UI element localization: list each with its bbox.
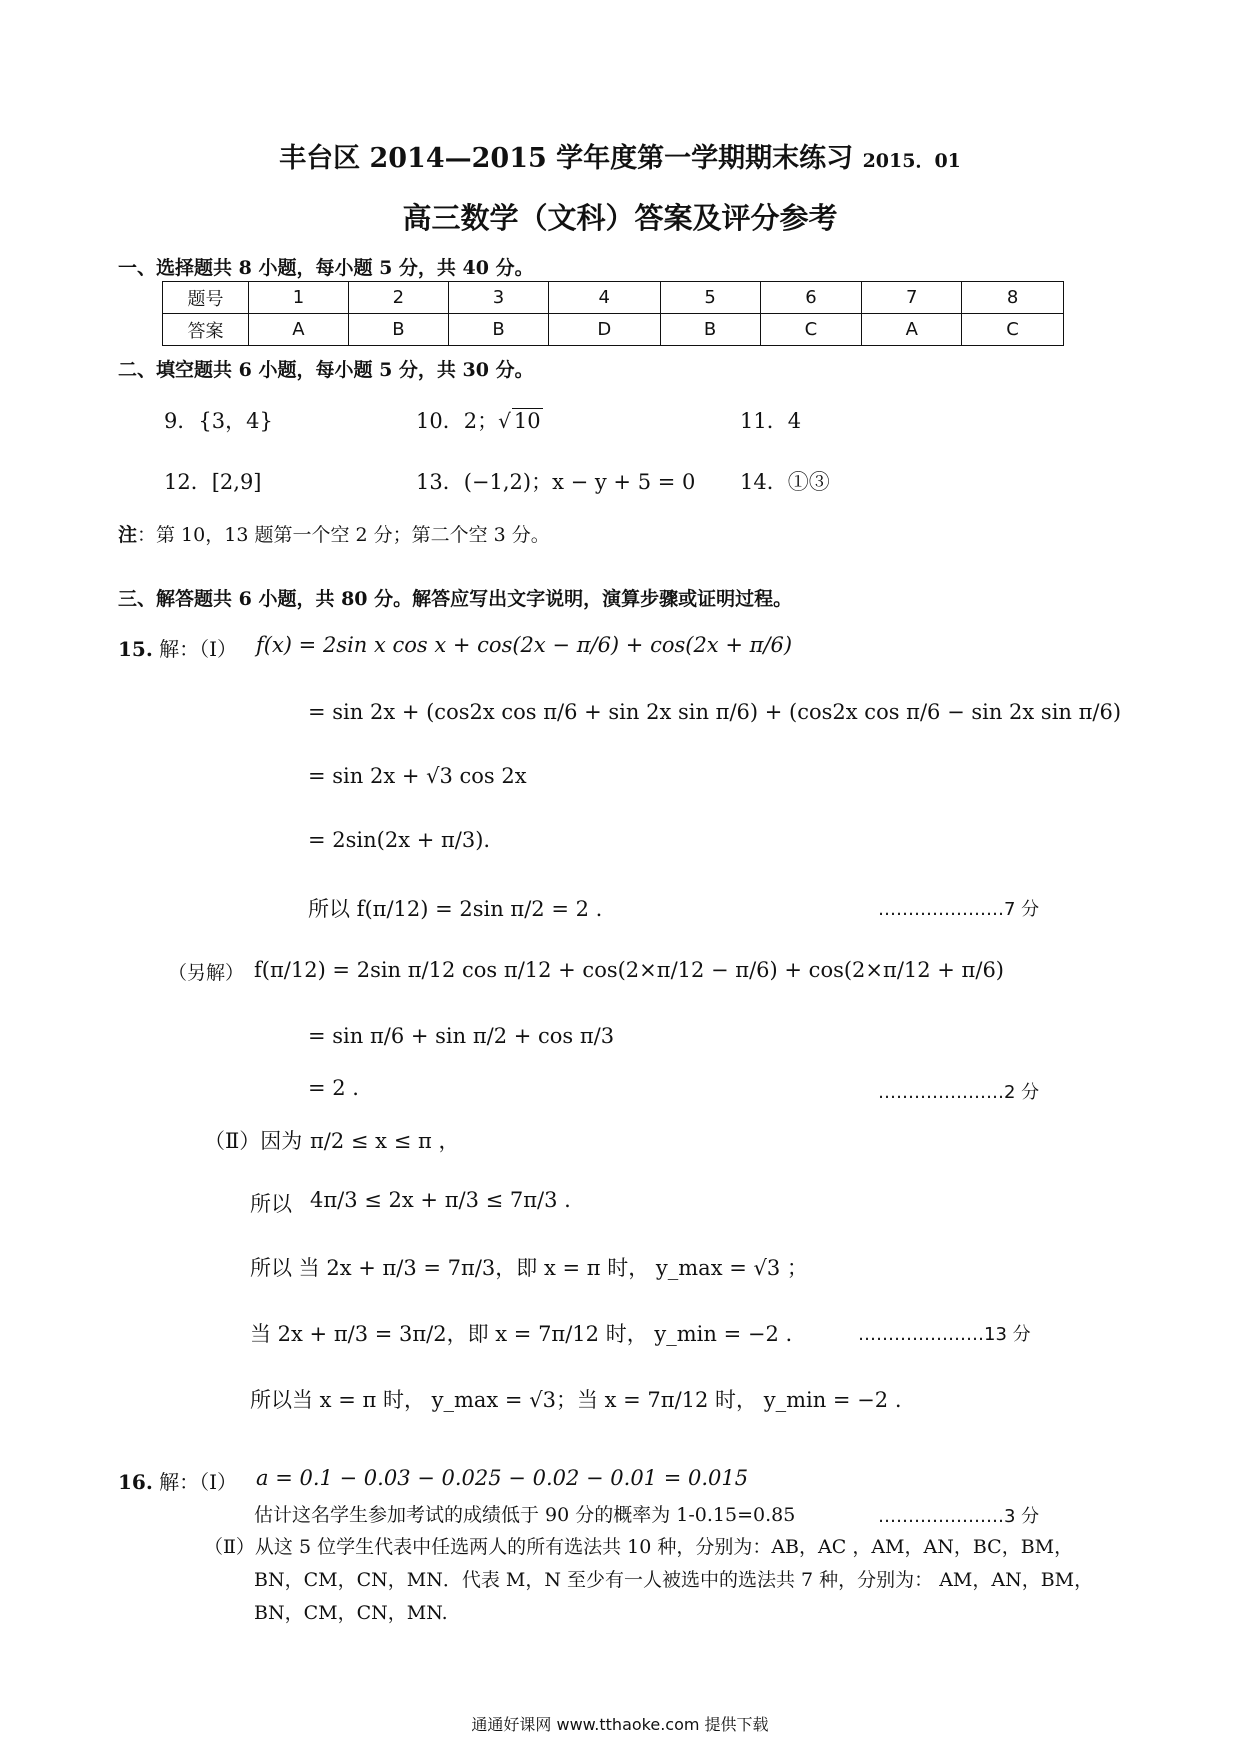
table-cell: A [862,314,962,346]
page-subtitle: 高三数学（文科）答案及评分参考 [402,201,838,235]
table-cell: 2 [348,282,448,314]
q16-line4: BN，CM，CN，MN．代表 M，N 至少有一人被选中的选法共 7 种，分别为： AM，AN，BM， [254,1569,1094,1591]
title-main: 丰台区 2014—2015 学年度第一学期期末练习 [279,143,854,174]
part2-line1: π/2 ≤ x ≤ π ， [310,1129,460,1153]
answer-q11: 11．4 [740,409,802,433]
table-cell: 8 [962,282,1064,314]
table-cell: 3 [448,282,548,314]
score-marker: …………………7 分 [878,899,1040,920]
answer-q12: 12．[2,9] [164,470,262,494]
alt-line3: = 2 . [308,1076,359,1100]
part2-label: （Ⅱ）因为 [204,1129,303,1153]
page-title [0,136,1240,175]
part2-line5: 所以当 x = π 时， y_max = √3；当 x = 7π/12 时， y_min = −2 . [250,1388,902,1412]
q15-line5: 所以 f(π/12) = 2sin π/2 = 2 . [308,897,603,921]
q15-header [118,633,237,662]
title-date: 2015．01 [862,150,961,172]
q16-line5: BN，CM，CN，MN. [254,1602,448,1624]
q16-line2: 估计这名学生参加考试的成绩低于 90 分的概率为 1-0.15=0.85 [254,1504,796,1526]
answer-table [162,281,1064,346]
alt-line2: = sin π/6 + sin π/2 + cos π/3 [308,1024,615,1048]
table-cell: D [549,314,660,346]
q16-label: 16. [118,1470,153,1494]
table-cell: 4 [549,282,660,314]
q15-line1: f(x) = 2sin x cos x + cos(2x − π/6) + cos(2x + π/6) [256,633,793,657]
table-cell: A [249,314,349,346]
q16-line3: （Ⅱ）从这 5 位学生代表中任选两人的所有选法共 10 种，分别为：AB，AC ，AM，AN，BC，BM， [204,1536,1074,1558]
table-cell: C [962,314,1064,346]
answer-q10-prefix: 10．2； [416,409,499,433]
row-label: 答案 [163,314,249,346]
q15-line3: = sin 2x + √3 cos 2x [308,764,527,788]
section3-heading: 三、解答题共 6 小题，共 80 分。解答应写出文字说明，演算步骤或证明过程。 [118,588,793,610]
answer-q13: 13．(−1,2)；x − y + 5 = 0 [416,470,696,494]
table-cell: B [348,314,448,346]
score-marker: …………………3 分 [878,1506,1040,1527]
part2-line4: 当 2x + π/3 = 3π/2，即 x = 7π/12 时， y_min = −2 . [250,1322,793,1346]
footer-source: 通通好课网 www.tthaoke.com 提供下载 [471,1715,769,1734]
table-row [163,282,1064,314]
answer-q9: 9．{3，4} [164,409,273,433]
table-row [163,314,1064,346]
table-cell: C [760,314,862,346]
alt-line1: f(π/12) = 2sin π/12 cos π/12 + cos(2×π/12 − π/6) + cos(2×π/12 + π/6) [254,958,1004,982]
q16-line1: a = 0.1 − 0.03 − 0.025 − 0.02 − 0.01 = 0.015 [256,1466,749,1490]
table-cell: 5 [660,282,760,314]
answer-q10-root: 10 [513,409,541,433]
section1-heading: 一、选择题共 8 小题，每小题 5 分，共 40 分。 [118,257,534,279]
scoring-note [118,520,550,547]
score-marker: …………………13 分 [858,1324,1031,1345]
q16-intro: 解：（Ⅰ） [159,1470,238,1494]
score-marker: …………………2 分 [878,1082,1040,1103]
answer-q10: 10．2；√ 10 [416,409,541,433]
q15-label: 15. [118,637,153,661]
part2-so: 所以 [250,1192,292,1216]
answer-q14: 14．①③ [740,470,830,494]
q16-header [118,1466,237,1495]
row-label: 题号 [163,282,249,314]
note-text: ：第 10，13 题第一个空 2 分；第二个空 3 分。 [137,524,550,546]
part2-line3: 所以 当 2x + π/3 = 7π/3，即 x = π 时， y_max = √3 ； [250,1256,808,1280]
q15-line4: = 2sin(2x + π/3). [308,828,491,852]
alt-solution-label: （另解） [168,962,245,984]
table-cell: B [448,314,548,346]
section2-heading: 二、填空题共 6 小题，每小题 5 分，共 30 分。 [118,359,534,381]
note-label: 注 [118,524,138,546]
q15-line2: = sin 2x + (cos2x cos π/6 + sin 2x sin π/6) + (cos2x cos π/6 − sin 2x sin π/6) [308,700,1122,724]
q15-part1-intro: 解：（Ⅰ） [159,637,238,661]
table-cell: B [660,314,760,346]
table-cell: 1 [249,282,349,314]
part2-line2: 4π/3 ≤ 2x + π/3 ≤ 7π/3 . [310,1188,571,1212]
table-cell: 6 [760,282,862,314]
table-cell: 7 [862,282,962,314]
